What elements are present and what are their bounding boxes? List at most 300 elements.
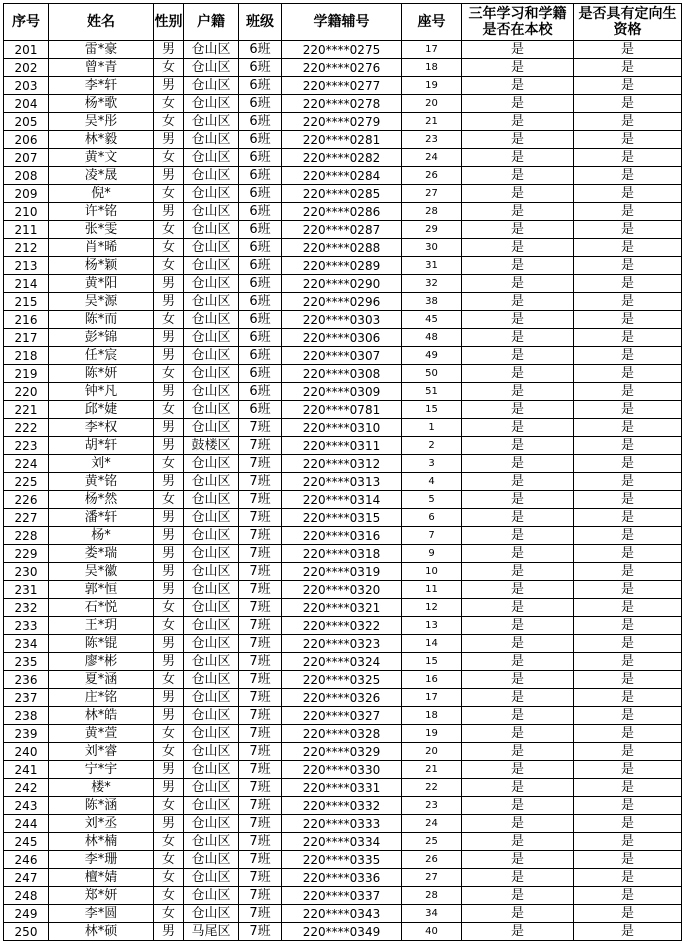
cell-three-year-study: 是: [462, 95, 574, 113]
table-row: [4, 653, 682, 671]
cell-class: 6班: [239, 95, 282, 113]
cell-three-year-study: 是: [462, 815, 574, 833]
cell-seat-number: 4: [402, 473, 462, 491]
cell-student-id: 220****0289: [282, 257, 402, 275]
cell-seat-number: 17: [402, 689, 462, 707]
cell-seat-number: 10: [402, 563, 462, 581]
cell-qualification: 是: [574, 833, 682, 851]
table-row: [4, 149, 682, 167]
cell-index: 222: [4, 419, 49, 437]
cell-name: 檀*婧: [49, 869, 154, 887]
table-row: [4, 491, 682, 509]
cell-household-registration: 仓山区: [184, 275, 239, 293]
cell-name: 杨*歌: [49, 95, 154, 113]
cell-household-registration: 鼓楼区: [184, 437, 239, 455]
cell-index: 235: [4, 653, 49, 671]
cell-three-year-study: 是: [462, 293, 574, 311]
cell-student-id: 220****0276: [282, 59, 402, 77]
cell-seat-number: 19: [402, 77, 462, 95]
cell-name: 邱*婕: [49, 401, 154, 419]
cell-seat-number: 1: [402, 419, 462, 437]
cell-name: 宁*宇: [49, 761, 154, 779]
cell-seat-number: 21: [402, 113, 462, 131]
cell-qualification: 是: [574, 725, 682, 743]
cell-qualification: 是: [574, 185, 682, 203]
cell-household-registration: 仓山区: [184, 293, 239, 311]
table-row: [4, 347, 682, 365]
cell-name: 李*轩: [49, 77, 154, 95]
cell-index: 231: [4, 581, 49, 599]
cell-household-registration: 仓山区: [184, 41, 239, 59]
cell-name: 黄*铭: [49, 473, 154, 491]
cell-qualification: 是: [574, 527, 682, 545]
cell-three-year-study: 是: [462, 185, 574, 203]
cell-index: 208: [4, 167, 49, 185]
cell-student-id: 220****0321: [282, 599, 402, 617]
cell-qualification: 是: [574, 509, 682, 527]
table-row: [4, 167, 682, 185]
cell-household-registration: 仓山区: [184, 617, 239, 635]
cell-student-id: 220****0326: [282, 689, 402, 707]
cell-three-year-study: 是: [462, 491, 574, 509]
cell-gender: 男: [154, 437, 184, 455]
cell-seat-number: 32: [402, 275, 462, 293]
cell-three-year-study: 是: [462, 383, 574, 401]
cell-seat-number: 30: [402, 239, 462, 257]
cell-household-registration: 仓山区: [184, 851, 239, 869]
cell-index: 202: [4, 59, 49, 77]
cell-class: 7班: [239, 455, 282, 473]
cell-index: 212: [4, 239, 49, 257]
cell-household-registration: 仓山区: [184, 779, 239, 797]
table-row: [4, 185, 682, 203]
cell-three-year-study: 是: [462, 347, 574, 365]
cell-student-id: 220****0781: [282, 401, 402, 419]
table-row: [4, 77, 682, 95]
table-row: [4, 635, 682, 653]
cell-name: 李*珊: [49, 851, 154, 869]
cell-seat-number: 38: [402, 293, 462, 311]
cell-seat-number: 15: [402, 653, 462, 671]
cell-three-year-study: 是: [462, 59, 574, 77]
cell-gender: 女: [154, 401, 184, 419]
cell-student-id: 220****0322: [282, 617, 402, 635]
cell-student-id: 220****0332: [282, 797, 402, 815]
cell-seat-number: 17: [402, 41, 462, 59]
cell-student-id: 220****0296: [282, 293, 402, 311]
cell-index: 219: [4, 365, 49, 383]
cell-qualification: 是: [574, 599, 682, 617]
cell-qualification: 是: [574, 383, 682, 401]
cell-qualification: 是: [574, 473, 682, 491]
cell-gender: 女: [154, 311, 184, 329]
cell-three-year-study: 是: [462, 41, 574, 59]
cell-household-registration: 仓山区: [184, 401, 239, 419]
cell-three-year-study: 是: [462, 311, 574, 329]
cell-name: 吴*徽: [49, 563, 154, 581]
cell-seat-number: 51: [402, 383, 462, 401]
cell-name: 彭*锦: [49, 329, 154, 347]
cell-student-id: 220****0336: [282, 869, 402, 887]
cell-qualification: 是: [574, 491, 682, 509]
cell-seat-number: 7: [402, 527, 462, 545]
table-row: [4, 869, 682, 887]
cell-gender: 男: [154, 923, 184, 941]
cell-seat-number: 34: [402, 905, 462, 923]
cell-gender: 女: [154, 743, 184, 761]
cell-gender: 女: [154, 851, 184, 869]
cell-index: 205: [4, 113, 49, 131]
cell-seat-number: 5: [402, 491, 462, 509]
cell-gender: 女: [154, 797, 184, 815]
table-row: [4, 473, 682, 491]
cell-qualification: 是: [574, 797, 682, 815]
cell-name: 黄*文: [49, 149, 154, 167]
cell-household-registration: 仓山区: [184, 365, 239, 383]
cell-name: 许*铭: [49, 203, 154, 221]
cell-gender: 男: [154, 77, 184, 95]
cell-seat-number: 23: [402, 131, 462, 149]
cell-index: 223: [4, 437, 49, 455]
cell-household-registration: 仓山区: [184, 167, 239, 185]
cell-name: 肖*晞: [49, 239, 154, 257]
cell-qualification: 是: [574, 563, 682, 581]
cell-three-year-study: 是: [462, 707, 574, 725]
cell-qualification: 是: [574, 887, 682, 905]
cell-index: 250: [4, 923, 49, 941]
cell-seat-number: 28: [402, 887, 462, 905]
cell-household-registration: 仓山区: [184, 347, 239, 365]
cell-index: 237: [4, 689, 49, 707]
cell-index: 242: [4, 779, 49, 797]
cell-index: 209: [4, 185, 49, 203]
cell-index: 243: [4, 797, 49, 815]
cell-name: 楼*: [49, 779, 154, 797]
table-row: [4, 275, 682, 293]
cell-seat-number: 20: [402, 95, 462, 113]
table-row: [4, 797, 682, 815]
cell-three-year-study: 是: [462, 437, 574, 455]
cell-three-year-study: 是: [462, 419, 574, 437]
cell-three-year-study: 是: [462, 671, 574, 689]
header-qualification: 是否具有定向生资格: [574, 4, 682, 41]
table-row: [4, 725, 682, 743]
cell-gender: 男: [154, 275, 184, 293]
table-row: [4, 221, 682, 239]
cell-name: 刘*丞: [49, 815, 154, 833]
cell-qualification: 是: [574, 329, 682, 347]
cell-gender: 女: [154, 221, 184, 239]
table-row: [4, 923, 682, 941]
table-body: [4, 41, 682, 941]
cell-qualification: 是: [574, 689, 682, 707]
cell-gender: 女: [154, 725, 184, 743]
cell-class: 6班: [239, 185, 282, 203]
cell-gender: 女: [154, 455, 184, 473]
cell-name: 张*雯: [49, 221, 154, 239]
cell-gender: 男: [154, 473, 184, 491]
cell-class: 6班: [239, 221, 282, 239]
cell-index: 206: [4, 131, 49, 149]
cell-three-year-study: 是: [462, 455, 574, 473]
cell-gender: 男: [154, 635, 184, 653]
cell-index: 249: [4, 905, 49, 923]
cell-household-registration: 仓山区: [184, 761, 239, 779]
cell-seat-number: 26: [402, 167, 462, 185]
cell-name: 石*悦: [49, 599, 154, 617]
cell-name: 钟*凡: [49, 383, 154, 401]
cell-student-id: 220****0337: [282, 887, 402, 905]
cell-seat-number: 40: [402, 923, 462, 941]
cell-class: 7班: [239, 527, 282, 545]
table-row: [4, 383, 682, 401]
table-row: [4, 851, 682, 869]
cell-class: 6班: [239, 239, 282, 257]
table-row: [4, 833, 682, 851]
cell-three-year-study: 是: [462, 113, 574, 131]
header-student-id: 学籍辅号: [282, 4, 402, 41]
cell-household-registration: 仓山区: [184, 203, 239, 221]
table-row: [4, 581, 682, 599]
cell-three-year-study: 是: [462, 599, 574, 617]
cell-gender: 男: [154, 293, 184, 311]
cell-class: 7班: [239, 653, 282, 671]
header-row: [4, 4, 682, 41]
cell-household-registration: 仓山区: [184, 653, 239, 671]
cell-index: 215: [4, 293, 49, 311]
table-row: [4, 815, 682, 833]
cell-name: 任*宸: [49, 347, 154, 365]
cell-index: 232: [4, 599, 49, 617]
cell-household-registration: 仓山区: [184, 77, 239, 95]
cell-class: 7班: [239, 797, 282, 815]
cell-gender: 女: [154, 149, 184, 167]
cell-seat-number: 48: [402, 329, 462, 347]
header-class: 班级: [239, 4, 282, 41]
cell-household-registration: 仓山区: [184, 833, 239, 851]
cell-name: 林*硕: [49, 923, 154, 941]
cell-household-registration: 仓山区: [184, 707, 239, 725]
cell-household-registration: 仓山区: [184, 887, 239, 905]
cell-gender: 男: [154, 383, 184, 401]
cell-three-year-study: 是: [462, 131, 574, 149]
cell-student-id: 220****0307: [282, 347, 402, 365]
cell-class: 7班: [239, 761, 282, 779]
cell-index: 238: [4, 707, 49, 725]
cell-qualification: 是: [574, 275, 682, 293]
cell-household-registration: 仓山区: [184, 257, 239, 275]
cell-seat-number: 18: [402, 707, 462, 725]
cell-student-id: 220****0329: [282, 743, 402, 761]
cell-household-registration: 仓山区: [184, 545, 239, 563]
table-row: [4, 365, 682, 383]
cell-three-year-study: 是: [462, 509, 574, 527]
cell-index: 230: [4, 563, 49, 581]
cell-class: 7班: [239, 815, 282, 833]
cell-gender: 男: [154, 509, 184, 527]
table-row: [4, 329, 682, 347]
table-row: [4, 563, 682, 581]
cell-gender: 女: [154, 905, 184, 923]
cell-qualification: 是: [574, 347, 682, 365]
cell-seat-number: 15: [402, 401, 462, 419]
cell-three-year-study: 是: [462, 779, 574, 797]
cell-seat-number: 24: [402, 149, 462, 167]
cell-gender: 男: [154, 329, 184, 347]
cell-student-id: 220****0285: [282, 185, 402, 203]
cell-gender: 女: [154, 491, 184, 509]
cell-name: 胡*轩: [49, 437, 154, 455]
table-row: [4, 95, 682, 113]
cell-seat-number: 9: [402, 545, 462, 563]
cell-class: 6班: [239, 203, 282, 221]
cell-seat-number: 31: [402, 257, 462, 275]
cell-class: 7班: [239, 509, 282, 527]
cell-name: 杨*然: [49, 491, 154, 509]
cell-gender: 男: [154, 689, 184, 707]
cell-three-year-study: 是: [462, 239, 574, 257]
cell-student-id: 220****0310: [282, 419, 402, 437]
cell-three-year-study: 是: [462, 329, 574, 347]
cell-qualification: 是: [574, 635, 682, 653]
cell-class: 7班: [239, 779, 282, 797]
cell-name: 李*权: [49, 419, 154, 437]
cell-student-id: 220****0308: [282, 365, 402, 383]
cell-name: 凌*晟: [49, 167, 154, 185]
cell-household-registration: 仓山区: [184, 869, 239, 887]
cell-seat-number: 27: [402, 185, 462, 203]
cell-name: 李*圆: [49, 905, 154, 923]
cell-three-year-study: 是: [462, 563, 574, 581]
cell-gender: 男: [154, 707, 184, 725]
cell-student-id: 220****0287: [282, 221, 402, 239]
header-index: 序号: [4, 4, 49, 41]
cell-three-year-study: 是: [462, 833, 574, 851]
cell-seat-number: 27: [402, 869, 462, 887]
cell-seat-number: 3: [402, 455, 462, 473]
cell-name: 杨*: [49, 527, 154, 545]
table-header: [4, 4, 682, 41]
cell-student-id: 220****0316: [282, 527, 402, 545]
cell-three-year-study: 是: [462, 527, 574, 545]
cell-qualification: 是: [574, 293, 682, 311]
table-row: [4, 509, 682, 527]
cell-index: 207: [4, 149, 49, 167]
cell-three-year-study: 是: [462, 851, 574, 869]
cell-qualification: 是: [574, 545, 682, 563]
cell-class: 6班: [239, 167, 282, 185]
table-row: [4, 689, 682, 707]
cell-index: 211: [4, 221, 49, 239]
table-row: [4, 131, 682, 149]
cell-three-year-study: 是: [462, 275, 574, 293]
cell-student-id: 220****0319: [282, 563, 402, 581]
cell-student-id: 220****0335: [282, 851, 402, 869]
cell-class: 6班: [239, 383, 282, 401]
cell-student-id: 220****0290: [282, 275, 402, 293]
cell-student-id: 220****0323: [282, 635, 402, 653]
cell-student-id: 220****0277: [282, 77, 402, 95]
cell-qualification: 是: [574, 455, 682, 473]
cell-class: 6班: [239, 401, 282, 419]
cell-index: 248: [4, 887, 49, 905]
cell-qualification: 是: [574, 815, 682, 833]
cell-class: 6班: [239, 59, 282, 77]
cell-gender: 男: [154, 131, 184, 149]
cell-index: 210: [4, 203, 49, 221]
cell-qualification: 是: [574, 149, 682, 167]
cell-qualification: 是: [574, 707, 682, 725]
cell-household-registration: 仓山区: [184, 455, 239, 473]
cell-index: 224: [4, 455, 49, 473]
cell-class: 7班: [239, 563, 282, 581]
cell-gender: 女: [154, 833, 184, 851]
cell-class: 6班: [239, 311, 282, 329]
cell-qualification: 是: [574, 743, 682, 761]
table-row: [4, 617, 682, 635]
cell-seat-number: 25: [402, 833, 462, 851]
table-row: [4, 707, 682, 725]
cell-index: 239: [4, 725, 49, 743]
cell-class: 6班: [239, 257, 282, 275]
cell-name: 吴*源: [49, 293, 154, 311]
cell-qualification: 是: [574, 923, 682, 941]
cell-gender: 男: [154, 581, 184, 599]
cell-name: 林*皓: [49, 707, 154, 725]
cell-gender: 女: [154, 239, 184, 257]
cell-class: 7班: [239, 599, 282, 617]
cell-household-registration: 仓山区: [184, 59, 239, 77]
cell-gender: 女: [154, 257, 184, 275]
cell-household-registration: 仓山区: [184, 473, 239, 491]
cell-class: 7班: [239, 887, 282, 905]
cell-class: 6班: [239, 347, 282, 365]
cell-qualification: 是: [574, 905, 682, 923]
cell-three-year-study: 是: [462, 743, 574, 761]
cell-qualification: 是: [574, 869, 682, 887]
cell-student-id: 220****0281: [282, 131, 402, 149]
cell-class: 7班: [239, 635, 282, 653]
cell-qualification: 是: [574, 761, 682, 779]
cell-gender: 女: [154, 671, 184, 689]
cell-seat-number: 6: [402, 509, 462, 527]
cell-seat-number: 23: [402, 797, 462, 815]
table-row: [4, 59, 682, 77]
table-row: [4, 437, 682, 455]
cell-gender: 女: [154, 599, 184, 617]
cell-name: 雷*豪: [49, 41, 154, 59]
cell-three-year-study: 是: [462, 797, 574, 815]
cell-household-registration: 仓山区: [184, 815, 239, 833]
cell-student-id: 220****0288: [282, 239, 402, 257]
cell-three-year-study: 是: [462, 725, 574, 743]
table-row: [4, 113, 682, 131]
cell-name: 林*楠: [49, 833, 154, 851]
cell-student-id: 220****0309: [282, 383, 402, 401]
cell-three-year-study: 是: [462, 545, 574, 563]
cell-index: 214: [4, 275, 49, 293]
cell-student-id: 220****0333: [282, 815, 402, 833]
cell-qualification: 是: [574, 41, 682, 59]
cell-gender: 男: [154, 779, 184, 797]
cell-student-id: 220****0279: [282, 113, 402, 131]
cell-household-registration: 仓山区: [184, 689, 239, 707]
cell-student-id: 220****0282: [282, 149, 402, 167]
table-row: [4, 761, 682, 779]
table-row: [4, 671, 682, 689]
cell-class: 7班: [239, 725, 282, 743]
cell-gender: 女: [154, 869, 184, 887]
